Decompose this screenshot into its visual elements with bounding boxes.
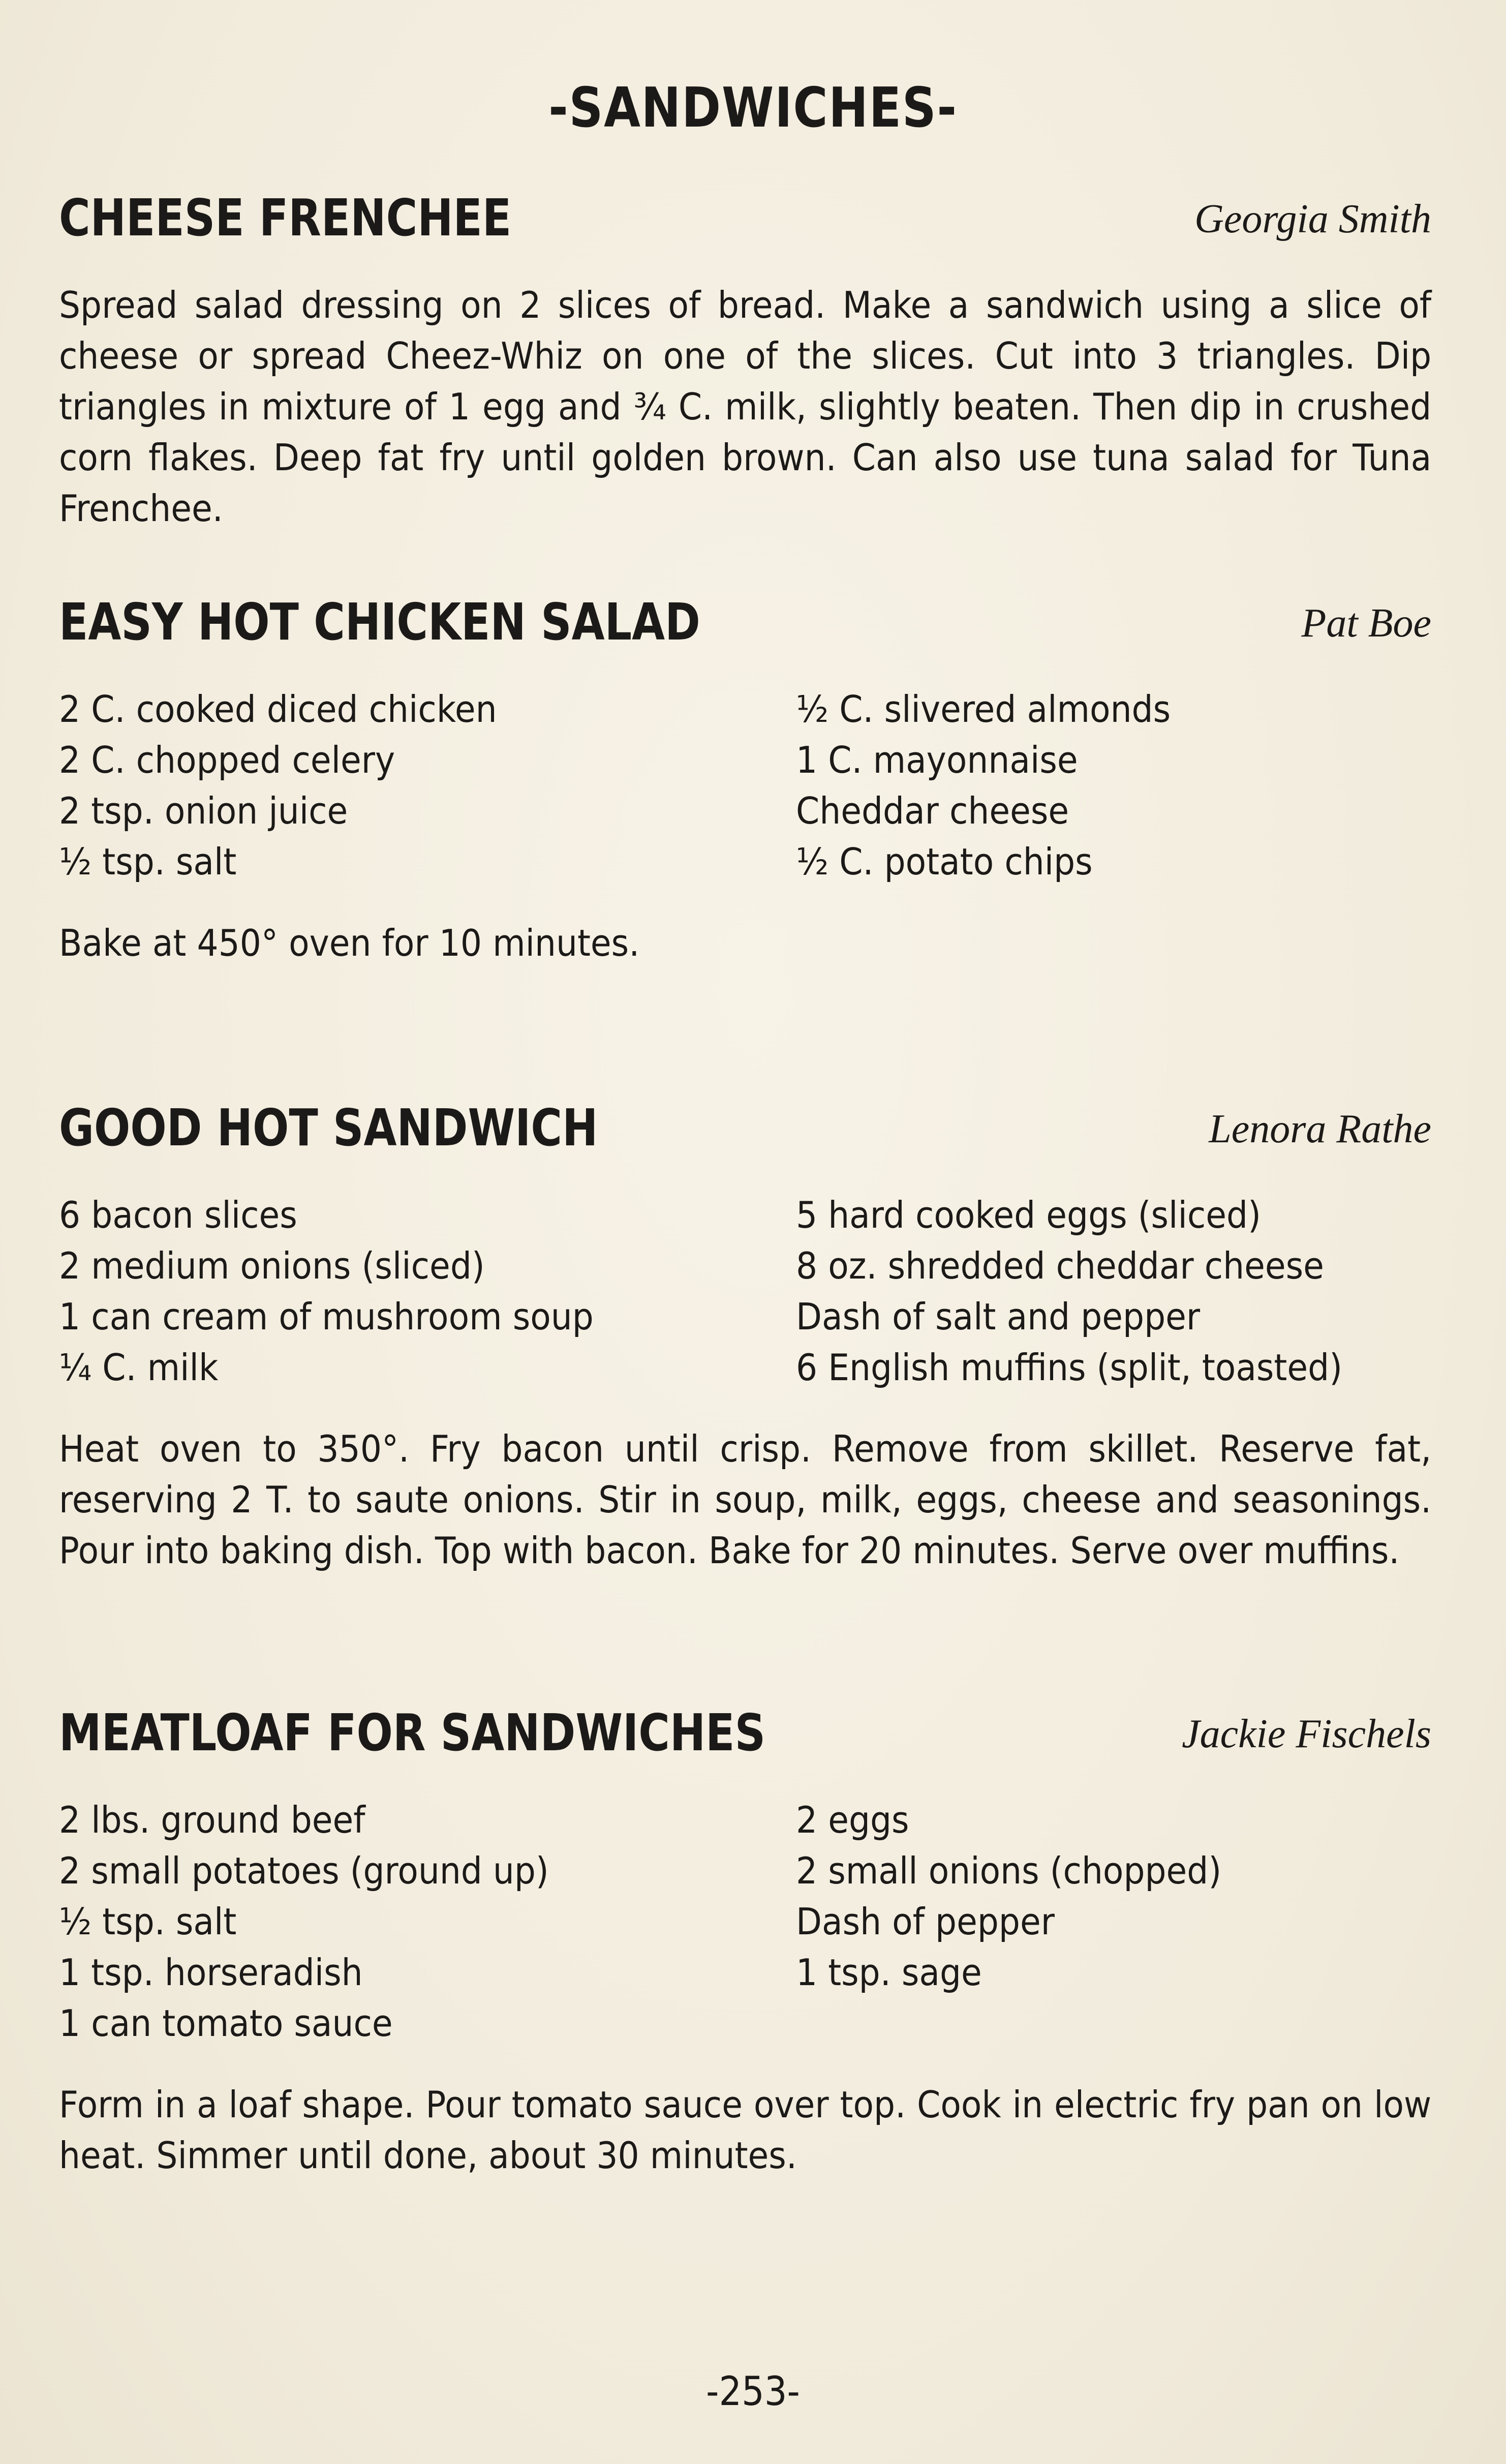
- recipe-author: Lenora Rathe: [1209, 1107, 1431, 1151]
- recipe-author: Pat Boe: [1301, 601, 1431, 646]
- ingredient: 2 C. chopped celery: [59, 739, 395, 781]
- ingredient: 1 tsp. horseradish: [59, 1951, 363, 1994]
- ingredient-column-left: [59, 1190, 594, 1393]
- ingredient: 2 eggs: [796, 1799, 909, 1841]
- recipe-directions: Heat oven to 350°. Fry bacon until crisp. Remove from skillet. Reserve fat, reserving 2 T. to saute onions. Stir in soup, milk, eggs, cheese and seasonings. Pour into baking dish. Top with bacon. Bake for 20 minutes. Serve over muffins.: [59, 1427, 1432, 1572]
- recipe-title: CHEESE FRENCHEE: [59, 188, 512, 248]
- recipe-title: EASY HOT CHICKEN SALAD: [59, 592, 700, 652]
- recipe-note: Bake at 450° oven for 10 minutes.: [59, 922, 640, 964]
- ingredient: 2 medium onions (sliced): [59, 1244, 485, 1287]
- ingredient: 2 small onions (chopped): [796, 1849, 1222, 1892]
- recipe-cheese-frenchee: [59, 188, 1431, 534]
- recipe-header: [59, 1098, 1431, 1159]
- ingredient-list: [59, 684, 1431, 887]
- recipe-title: GOOD HOT SANDWICH: [59, 1098, 598, 1158]
- page-number: -253-: [706, 2369, 800, 2415]
- recipe-author: Georgia Smith: [1194, 197, 1431, 241]
- ingredient: 1 can cream of mushroom soup: [59, 1295, 594, 1338]
- ingredient: Dash of pepper: [796, 1900, 1055, 1943]
- ingredient: 6 English muffins (split, toasted): [796, 1346, 1343, 1389]
- recipe-good-hot-sandwich: [59, 1098, 1431, 1576]
- ingredient: ½ C. slivered almonds: [796, 688, 1171, 731]
- ingredient: 2 small potatoes (ground up): [59, 1849, 549, 1892]
- ingredient: 2 tsp. onion juice: [59, 789, 348, 832]
- recipe-directions: Form in a loaf shape. Pour tomato sauce over top. Cook in electric fry pan on low heat. Simmer until done, about 30 minutes.: [59, 2083, 1432, 2177]
- recipe-title: MEATLOAF FOR SANDWICHES: [59, 1703, 766, 1762]
- ingredient: ½ C. potato chips: [796, 840, 1093, 883]
- ingredient-list: [59, 1794, 1431, 2049]
- ingredient: Dash of salt and pepper: [796, 1295, 1201, 1338]
- ingredient: Cheddar cheese: [796, 789, 1069, 832]
- ingredient: ½ tsp. salt: [59, 840, 237, 883]
- ingredient: ¼ C. milk: [59, 1346, 219, 1389]
- page-title: -SANDWICHES-: [548, 76, 958, 140]
- ingredient: 1 can tomato sauce: [59, 2002, 393, 2045]
- ingredient: 2 C. cooked diced chicken: [59, 688, 497, 731]
- ingredient-column-right: [796, 684, 1171, 887]
- ingredient-column-left: [59, 684, 497, 887]
- ingredient: 1 C. mayonnaise: [796, 739, 1078, 781]
- ingredient: 8 oz. shredded cheddar cheese: [796, 1244, 1324, 1287]
- ingredient: 2 lbs. ground beef: [59, 1799, 365, 1841]
- ingredient-column-right: [796, 1794, 1221, 1998]
- recipe-meatloaf-for-sandwiches: [59, 1703, 1431, 2181]
- recipe-directions: Spread salad dressing on 2 slices of bread. Make a sandwich using a slice of cheese or spread Cheez-Whiz on one of the slices. Cut into 3 triangles. Dip triangles in mixture of 1 egg and ¾ C. milk, slightly beaten. Then dip in crushed corn flakes. Deep fat fry until golden brown. Can also use tuna salad for Tuna Frenchee.: [59, 284, 1432, 530]
- ingredient-column-right: [796, 1190, 1342, 1393]
- recipe-header: [59, 1703, 1431, 1764]
- ingredient: 5 hard cooked eggs (sliced): [796, 1194, 1261, 1236]
- ingredient: 1 tsp. sage: [796, 1951, 982, 1994]
- ingredient: ½ tsp. salt: [59, 1900, 237, 1943]
- ingredient: 6 bacon slices: [59, 1194, 297, 1236]
- recipe-header: [59, 592, 1431, 653]
- ingredient-column-left: [59, 1794, 549, 2049]
- ingredient-list: [59, 1190, 1431, 1393]
- recipe-author: Jackie Fischels: [1182, 1712, 1431, 1756]
- recipe-easy-hot-chicken-salad: [59, 592, 1431, 968]
- recipe-header: [59, 188, 1431, 249]
